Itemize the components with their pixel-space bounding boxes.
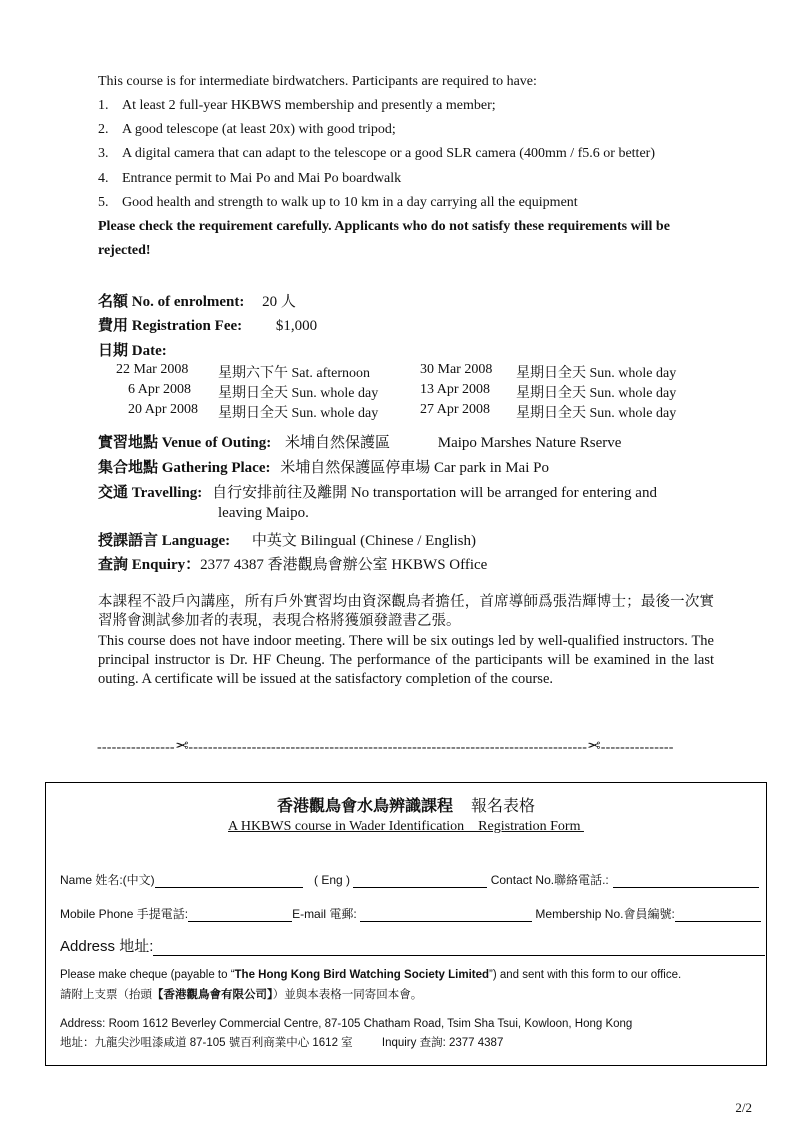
gathering-row: [98, 456, 549, 477]
language-row: [98, 529, 476, 550]
venue-label: 實習地點 Venue of Outing:: [98, 435, 272, 451]
requirement-item: [98, 171, 401, 187]
form-title-cn: 香港觀鳥會水鳥辨識課程: [276, 798, 453, 815]
scissors-icon: ✂: [587, 738, 601, 755]
date-value: 27 Apr 2008: [420, 402, 490, 417]
travel-row: [98, 481, 657, 502]
cheque-cn-post: ）並與本表格一同寄回本會。: [272, 989, 423, 1001]
gathering-value: 米埔自然保護區停車場 Car park in Mai Po: [280, 460, 549, 476]
date-description: 星期日全天 Sun. whole day: [218, 406, 379, 421]
office-address-cn: 地址：九龍尖沙咀漆咸道 87-105 號百利商業中心 1612 室: [60, 1037, 353, 1049]
date-description: 星期日全天 Sun. whole day: [516, 386, 677, 401]
requirement-item: [98, 195, 578, 211]
requirement-number: 4.: [98, 171, 109, 186]
cheque-en-bold: The Hong Kong Bird Watching Society Limited: [234, 969, 490, 981]
enrolment-value: 20 人: [262, 294, 296, 310]
fee-value: $1,000: [275, 318, 318, 334]
name-eng-field[interactable]: [353, 874, 487, 888]
name-cn-field[interactable]: [155, 874, 303, 888]
mobile-row: [60, 905, 761, 922]
cheque-en-pre: Please make cheque (payable to “: [60, 969, 235, 981]
requirement-text: At least 2 full-year HKBWS membership and presently a member;: [122, 98, 496, 113]
requirements-warning-line1: Please check the requirement carefully. Applicants who do not satisfy these requirements will be: [98, 219, 670, 234]
enquiry-row: [98, 553, 487, 574]
venue-en: Maipo Marshes Nature Rserve: [437, 435, 622, 451]
name-label: Name 姓名:(中文): [60, 873, 155, 887]
gathering-label: 集合地點 Gathering Place:: [98, 460, 271, 476]
office-address-en: Address: Room 1612 Beverley Commercial Centre, 87-105 Chatham Road, Tsim Sha Tsui, Kowloon, Hong Kong: [60, 1018, 633, 1030]
office-address-cn-row: [60, 1034, 503, 1050]
travel-line1: 自行安排前往及離開 No transportation will be arranged for entering and: [212, 485, 657, 501]
registration-form: [45, 782, 767, 1066]
venue-row: [98, 431, 621, 452]
requirement-item: [98, 122, 396, 138]
requirement-number: 5.: [98, 195, 109, 210]
cut-dashes-middle: ----------------------------------------------------------------------------------: [188, 740, 588, 755]
cut-dashes-left: ----------------: [97, 740, 175, 755]
requirement-item: [98, 98, 496, 114]
description-cn: 本課程不設戶內講座，所有戶外實習均由資深觀鳥者擔任，首席導師爲張浩輝博士；最後一次實習將會測試參加者的表現，表現合格將獲頒發證書乙張。: [98, 594, 714, 629]
cheque-note-cn: [60, 986, 422, 1002]
enquiry-value: 2377 4387 香港觀鳥會辦公室 HKBWS Office: [200, 557, 488, 573]
requirement-number: 3.: [98, 146, 109, 161]
contact-field[interactable]: [613, 874, 759, 888]
scissors-icon: ✂: [174, 738, 189, 755]
date-label: 日期 Date:: [98, 343, 167, 359]
date-value: 6 Apr 2008: [128, 382, 191, 397]
cut-line: [97, 736, 674, 756]
requirement-text: Entrance permit to Mai Po and Mai Po boardwalk: [122, 171, 402, 186]
email-label: E-mail 電郵:: [292, 907, 357, 921]
page-number: 2/2: [735, 1100, 752, 1115]
cut-dashes-right: ---------------: [600, 740, 674, 755]
address-row: [60, 935, 765, 956]
travel-line2: leaving Maipo.: [218, 505, 309, 521]
address-label: Address 地址:: [60, 938, 154, 955]
form-title-en: A HKBWS course in Wader Identification Registration Form: [228, 819, 584, 834]
form-title-en-row: [46, 819, 766, 835]
date-description: 星期日全天 Sun. whole day: [218, 386, 379, 401]
language-value: 中英文 Bilingual (Chinese / English): [251, 533, 476, 549]
form-title-cn-row: [46, 793, 766, 816]
date-description: 星期六下午 Sat. afternoon: [218, 366, 371, 381]
requirement-text: A digital camera that can adapt to the telescope or a good SLR camera (400mm / f5.6 or better): [122, 146, 655, 161]
date-description: 星期日全天 Sun. whole day: [516, 366, 677, 381]
date-value: 20 Apr 2008: [128, 402, 198, 417]
date-value: 13 Apr 2008: [420, 382, 490, 397]
mobile-field[interactable]: [188, 908, 292, 922]
description-en: This course does not have indoor meeting. There will be six outings led by well-qualified instructors. The principal instructor is Dr. HF Cheung. The performance of the participants will be examined in the last outing. A certificate will be issued at the satisfactory completion of the course.: [98, 633, 714, 687]
fee-row: [98, 314, 317, 335]
email-field[interactable]: [360, 908, 532, 922]
enrolment-label: 名額 No. of enrolment:: [98, 294, 245, 310]
requirements-warning-line2: rejected!: [98, 243, 151, 258]
contact-label: Contact No.聯絡電話.:: [490, 873, 609, 887]
requirements-intro: This course is for intermediate birdwatchers. Participants are required to have:: [98, 74, 537, 89]
membership-label: Membership No.會員編號:: [535, 907, 675, 921]
mobile-label: Mobile Phone 手提電話:: [60, 907, 189, 921]
address-field[interactable]: [153, 939, 765, 956]
language-label: 授課語言 Language:: [98, 533, 231, 549]
enquiry-label: 查詢 Enquiry：: [98, 557, 201, 573]
form-title-cn-suffix: 報名表格: [471, 798, 536, 815]
fee-label: 費用 Registration Fee:: [98, 318, 243, 334]
requirement-number: 1.: [98, 98, 109, 113]
cheque-en-post: ”) and sent with this form to our office.: [489, 969, 682, 981]
enrolment-row: [98, 290, 296, 311]
requirement-item: [98, 146, 655, 162]
requirement-text: A good telescope (at least 20x) with good tripod;: [122, 122, 396, 137]
travel-label: 交通 Travelling:: [98, 485, 203, 501]
requirement-number: 2.: [98, 122, 109, 137]
venue-cn: 米埔自然保護區: [284, 435, 390, 451]
eng-label: ( Eng ): [314, 873, 351, 887]
cheque-cn-pre: 請附上支票（抬頭: [60, 989, 152, 1001]
cheque-cn-bold: 【香港觀鳥會有限公司】: [152, 989, 273, 1001]
membership-field[interactable]: [675, 908, 761, 922]
date-value: 22 Mar 2008: [116, 362, 189, 377]
requirement-text: Good health and strength to walk up to 10 km in a day carrying all the equipment: [122, 195, 578, 210]
cheque-note-en: [60, 969, 681, 981]
date-value: 30 Mar 2008: [420, 362, 493, 377]
office-inquiry: Inquiry 查詢: 2377 4387: [381, 1037, 504, 1049]
name-row: [60, 871, 759, 888]
date-description: 星期日全天 Sun. whole day: [516, 406, 677, 421]
